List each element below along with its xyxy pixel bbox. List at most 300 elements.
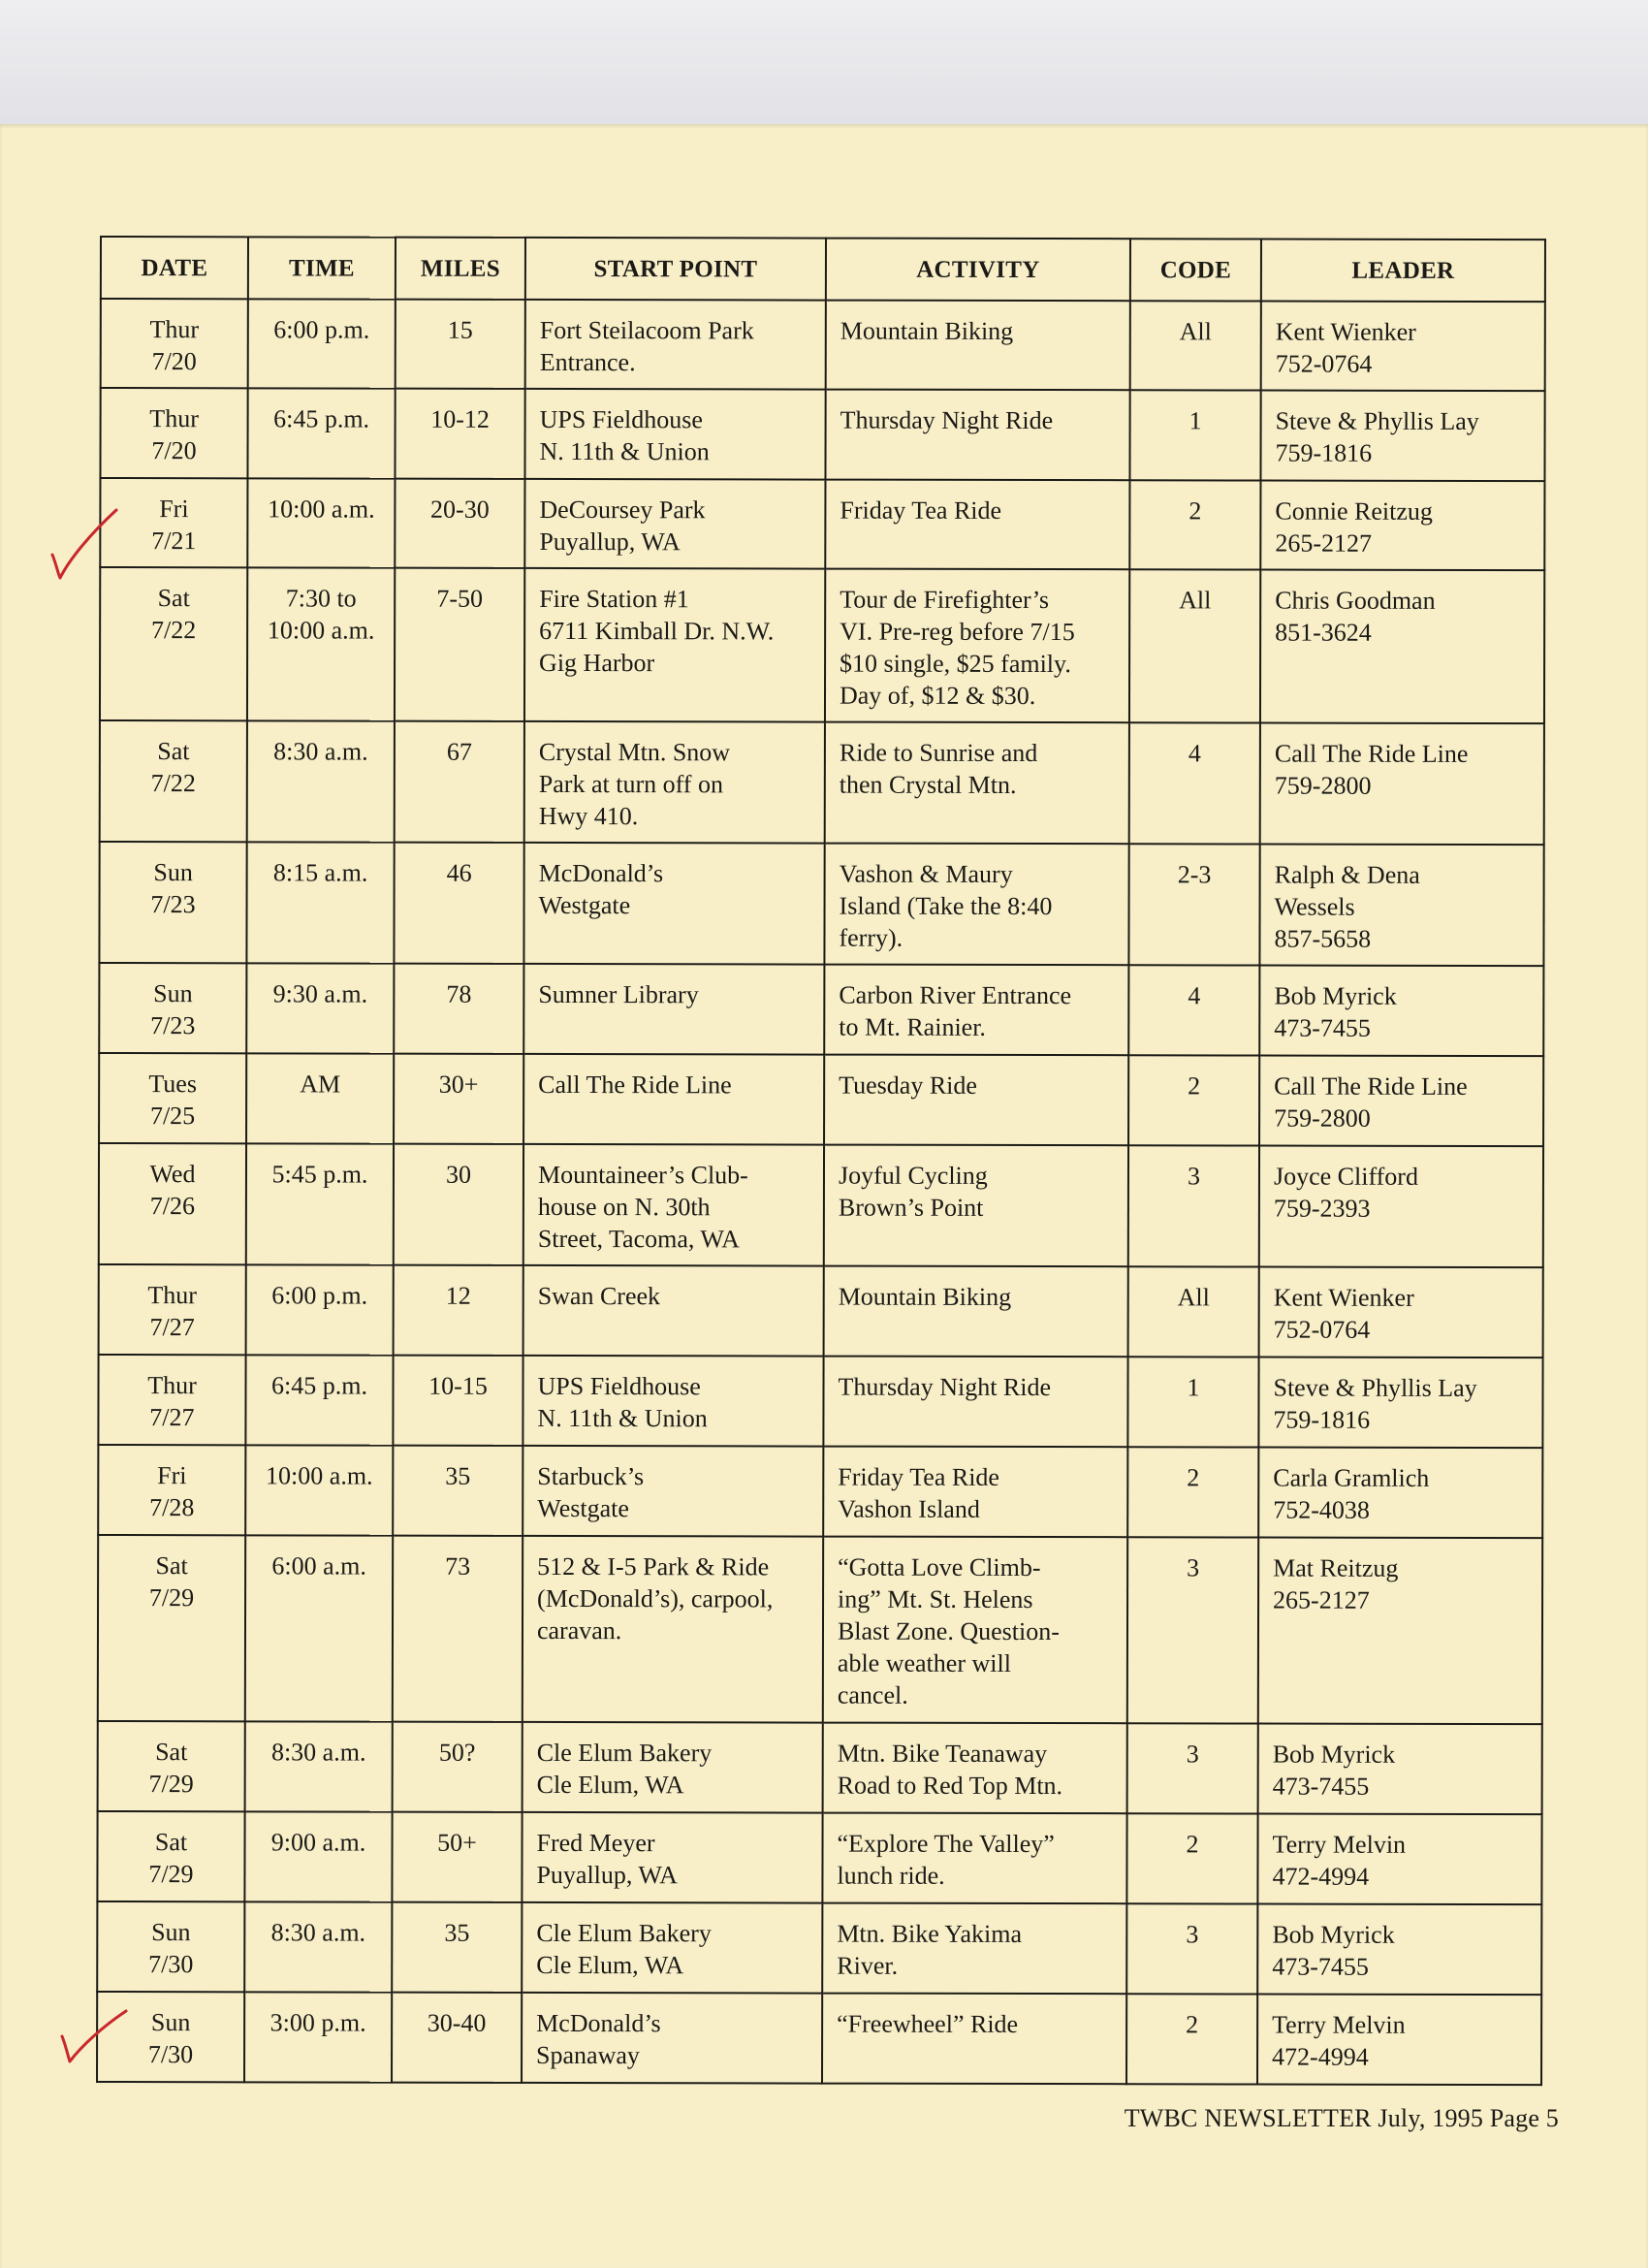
cell-date: [98, 1535, 245, 1721]
cell-leader-line: Bob Myrick: [1272, 1920, 1395, 1949]
cell-code: 3: [1127, 1723, 1258, 1813]
cell-date: [99, 1143, 246, 1264]
cell-activity: [823, 1357, 1127, 1448]
cell-miles: 50?: [393, 1722, 523, 1812]
table-row: [100, 388, 1544, 481]
cell-start-point-line: Cle Elum Bakery: [536, 1738, 713, 1768]
cell-start-point-line: DeCoursey Park: [539, 495, 706, 525]
cell-leader-line: Bob Myrick: [1272, 1740, 1396, 1769]
cell-time-line: 9:00 a.m.: [270, 1828, 366, 1857]
cell-date-line: 7/30: [147, 2040, 194, 2069]
cell-activity-line: to Mt. Rainier.: [839, 1012, 986, 1041]
cell-date: [100, 478, 247, 567]
cell-time: [245, 1535, 393, 1721]
cell-code: 3: [1128, 1145, 1259, 1266]
table-row: [97, 1811, 1541, 1904]
cell-leader-line: Mat Reitzug: [1273, 1553, 1399, 1582]
table-row: [101, 299, 1545, 391]
cell-date-line: 7/29: [148, 1860, 194, 1889]
cell-activity-line: River.: [837, 1951, 899, 1980]
cell-leader: [1258, 1448, 1542, 1539]
cell-start-point: [524, 568, 825, 722]
cell-code: 3: [1126, 1903, 1257, 1994]
cell-start-point-line: Puyallup, WA: [536, 1860, 678, 1890]
cell-time: [244, 1992, 392, 2082]
cell-time: [245, 1445, 393, 1535]
cell-start-point: [524, 389, 825, 480]
cell-start-point-line: Swan Creek: [537, 1281, 661, 1311]
cell-activity: [824, 1266, 1128, 1358]
cell-leader-line: 473-7455: [1272, 1772, 1370, 1801]
cell-date-line: Sat: [155, 1551, 188, 1581]
cell-activity: [824, 1055, 1128, 1146]
table-row: [100, 478, 1544, 570]
cell-time: [246, 1264, 394, 1355]
cell-date-line: 7/27: [149, 1313, 195, 1342]
cell-activity: [823, 1537, 1127, 1724]
cell-activity-line: Tour de Firefighter’s: [840, 585, 1050, 615]
cell-date: [99, 1264, 246, 1355]
table-row: [98, 1535, 1542, 1724]
cell-code: 2: [1127, 1447, 1258, 1537]
cell-activity: [822, 1813, 1126, 1904]
cell-time-line: 8:30 a.m.: [270, 1738, 366, 1767]
cell-time: [246, 842, 394, 963]
cell-activity-line: $10 single, $25 family.: [840, 649, 1071, 679]
cell-date-line: Thur: [147, 1281, 198, 1310]
table-row: [99, 1053, 1543, 1146]
table-row: [99, 1143, 1543, 1267]
cell-start-point-line: Puyallup, WA: [539, 527, 681, 557]
cell-start-point: [524, 479, 825, 569]
cell-start-point-line: 6711 Kimball Dr. N.W.: [539, 616, 775, 646]
cell-activity-line: ferry).: [839, 923, 903, 952]
cell-leader: [1259, 845, 1543, 967]
cell-date: [99, 963, 246, 1053]
cell-start-point-line: (McDonald’s), carpool,: [537, 1583, 774, 1613]
cell-start-point-line: McDonald’s: [536, 2008, 661, 2038]
cell-date-line: Sun: [151, 1918, 191, 1947]
cell-activity-line: Day of, $12 & $30.: [839, 681, 1036, 711]
cell-leader-line: 472-4994: [1272, 2042, 1369, 2071]
cell-start-point: [524, 721, 825, 844]
cell-start-point: [523, 1054, 824, 1145]
cell-activity-line: Mountain Biking: [840, 316, 1014, 345]
cell-miles: 50+: [392, 1812, 522, 1902]
cell-activity: [824, 844, 1128, 966]
header-miles: MILES: [396, 238, 525, 300]
cell-start-point-line: McDonald’s: [538, 858, 664, 888]
cell-date-line: Thur: [149, 404, 199, 433]
cell-date-line: 7/22: [150, 769, 196, 798]
page-footer: TWBC NEWSLETTER July, 1995 Page 5: [1124, 2104, 1559, 2132]
cell-leader-line: 473-7455: [1272, 1952, 1369, 1981]
cell-date-line: Sat: [155, 1738, 188, 1767]
table-row: [98, 1721, 1542, 1814]
cell-miles: 73: [393, 1536, 523, 1722]
cell-leader: [1259, 1146, 1543, 1268]
cell-start-point: [523, 1356, 823, 1447]
cell-time: [248, 299, 396, 388]
cell-start-point-line: Fort Steilacoom Park: [539, 315, 754, 345]
cell-leader: [1258, 1358, 1542, 1449]
cell-leader-line: 472-4994: [1272, 1862, 1370, 1891]
cell-activity-line: VI. Pre-reg before 7/15: [840, 617, 1075, 647]
cell-leader-line: Connie Reitzug: [1275, 496, 1433, 526]
cell-time-line: 10:00 a.m.: [266, 1461, 373, 1490]
cell-leader-line: 759-2800: [1274, 771, 1372, 800]
cell-leader-line: Terry Melvin: [1272, 1830, 1407, 1859]
cell-date: [97, 1901, 244, 1992]
cell-time-line: 8:30 a.m.: [270, 1918, 366, 1947]
cell-leader: [1258, 1724, 1542, 1815]
cell-leader-line: Steve & Phyllis Lay: [1275, 406, 1479, 435]
cell-code: 3: [1127, 1537, 1258, 1723]
cell-time: [246, 1143, 394, 1264]
cell-start-point: [523, 1446, 823, 1537]
cell-time-line: 6:45 p.m.: [271, 1371, 368, 1400]
cell-activity: [825, 390, 1129, 481]
scanner-background: [0, 0, 1648, 124]
cell-leader: [1257, 1904, 1541, 1996]
cell-leader: [1259, 1267, 1543, 1358]
cell-leader-line: Call The Ride Line: [1274, 1071, 1468, 1101]
cell-time-line: 7:30 to: [285, 584, 357, 613]
cell-activity-line: Friday Tea Ride: [838, 1462, 1000, 1491]
cell-time-line: AM: [300, 1070, 341, 1099]
table-header-row: [101, 237, 1545, 302]
cell-start-point: [522, 1902, 822, 1994]
cell-time: [245, 1721, 393, 1811]
cell-leader-line: Ralph & Dena: [1274, 860, 1420, 889]
cell-time: [246, 963, 394, 1053]
cell-date-line: 7/20: [151, 436, 197, 465]
cell-activity: [825, 480, 1129, 570]
table-body: [97, 299, 1545, 2085]
cell-code: 1: [1129, 390, 1260, 480]
cell-start-point: [522, 1993, 822, 2084]
cell-code: All: [1129, 569, 1260, 722]
cell-activity: [822, 1903, 1126, 1995]
cell-activity-line: ing” Mt. St. Helens: [838, 1584, 1033, 1614]
header-code: CODE: [1130, 239, 1261, 301]
cell-start-point-line: caravan.: [536, 1615, 622, 1645]
cell-start-point-line: Fire Station #1: [539, 584, 689, 614]
cell-date-line: Sun: [153, 979, 193, 1008]
cell-leader: [1259, 966, 1543, 1057]
cell-leader-line: Carla Gramlich: [1273, 1463, 1430, 1492]
cell-leader: [1260, 481, 1544, 571]
red-checkmark-icon: [56, 2005, 130, 2065]
cell-time: [247, 478, 395, 567]
cell-activity: [824, 1145, 1128, 1267]
cell-leader: [1257, 1814, 1541, 1905]
cell-activity: [825, 569, 1129, 723]
cell-start-point: [525, 300, 826, 390]
cell-date-line: 7/26: [149, 1192, 196, 1221]
cell-date: [98, 1721, 245, 1811]
cell-activity-line: Friday Tea Ride: [840, 495, 1002, 525]
cell-time-line: 6:00 p.m.: [271, 1281, 368, 1310]
cell-leader-line: 265-2127: [1275, 528, 1373, 558]
cell-activity-line: Island (Take the 8:40: [839, 891, 1053, 921]
cell-date: [98, 1355, 245, 1445]
cell-leader-line: Bob Myrick: [1274, 981, 1397, 1010]
cell-start-point-line: Spanaway: [536, 2040, 640, 2070]
cell-start-point-line: Hwy 410.: [538, 801, 639, 831]
cell-activity: [823, 1447, 1127, 1538]
cell-start-point-line: house on N. 30th: [537, 1192, 711, 1222]
cell-date: [100, 567, 247, 720]
table-row: [97, 1901, 1541, 1995]
cell-date-line: 7/28: [149, 1493, 195, 1522]
cell-miles: 10-12: [395, 389, 524, 479]
cell-time: [247, 720, 395, 842]
cell-time-line: 6:45 p.m.: [273, 404, 370, 433]
cell-activity-line: Ride to Sunrise and: [839, 738, 1038, 768]
cell-start-point-line: UPS Fieldhouse: [537, 1371, 701, 1401]
cell-leader: [1260, 570, 1544, 724]
cell-leader-line: Kent Wienker: [1273, 1283, 1414, 1312]
cell-activity: [823, 1723, 1127, 1814]
cell-date-line: 7/30: [148, 1950, 194, 1979]
cell-time-line: 5:45 p.m.: [271, 1160, 368, 1189]
cell-activity-line: Thursday Night Ride: [840, 405, 1054, 435]
cell-start-point-line: Westgate: [537, 1493, 629, 1523]
cell-time-line: 6:00 p.m.: [273, 315, 370, 344]
cell-leader: [1259, 1056, 1543, 1147]
cell-start-point-line: UPS Fieldhouse: [539, 404, 703, 434]
table-row: [99, 963, 1543, 1056]
cell-activity-line: then Crystal Mtn.: [839, 770, 1017, 799]
cell-date-line: 7/27: [149, 1403, 195, 1432]
cell-date-line: 7/23: [150, 890, 196, 919]
cell-miles: 7-50: [395, 568, 524, 721]
cell-time: [245, 1355, 393, 1445]
cell-leader-line: 857-5658: [1274, 924, 1372, 953]
cell-start-point-line: N. 11th & Union: [539, 436, 710, 466]
red-checkmark-icon: [47, 504, 120, 582]
cell-leader: [1260, 723, 1544, 846]
cell-time-line: 9:30 a.m.: [272, 979, 368, 1008]
cell-leader-line: 759-2393: [1273, 1194, 1371, 1223]
ride-schedule-table: [96, 236, 1546, 2086]
cell-start-point: [523, 964, 824, 1055]
cell-time-line: 3:00 p.m.: [269, 2008, 366, 2037]
table-row: [99, 1264, 1543, 1358]
cell-time: [244, 1901, 392, 1992]
cell-leader-line: 759-2800: [1274, 1103, 1371, 1133]
cell-miles: 78: [394, 964, 523, 1054]
cell-miles: 35: [393, 1446, 523, 1536]
cell-miles: 35: [392, 1902, 522, 1993]
cell-start-point-line: Starbuck’s: [537, 1461, 645, 1491]
cell-date-line: Wed: [149, 1160, 196, 1189]
cell-miles: 10-15: [393, 1356, 523, 1446]
cell-activity: [825, 722, 1129, 845]
cell-date-line: Sat: [157, 584, 190, 613]
cell-activity-line: Mtn. Bike Yakima: [837, 1919, 1023, 1948]
cell-date: [97, 1811, 244, 1901]
cell-time-line: 8:15 a.m.: [272, 858, 368, 887]
cell-start-point-line: Park at turn off on: [538, 769, 724, 799]
cell-leader: [1261, 302, 1545, 392]
table-row: [99, 842, 1543, 966]
cell-miles: 15: [396, 300, 525, 389]
cell-activity-line: Carbon River Entrance: [839, 980, 1072, 1010]
cell-leader-line: 752-4038: [1273, 1495, 1370, 1524]
cell-date-line: Thur: [147, 1371, 197, 1400]
cell-code: 2: [1129, 480, 1260, 569]
cell-time: [247, 388, 395, 478]
cell-start-point-line: Sumner Library: [538, 979, 699, 1009]
cell-activity-line: Tuesday Ride: [839, 1070, 977, 1100]
cell-leader-line: Wessels: [1274, 892, 1355, 921]
cell-activity-line: Mountain Biking: [838, 1282, 1012, 1311]
cell-start-point: [523, 1536, 823, 1723]
cell-start-point-line: 512 & I-5 Park & Ride: [537, 1551, 770, 1581]
cell-activity-line: Road to Red Top Mtn.: [837, 1771, 1063, 1801]
cell-date-line: Sun: [150, 2008, 191, 2037]
cell-time-line: 10:00 a.m.: [268, 495, 375, 524]
cell-leader: [1258, 1538, 1542, 1725]
cell-date-line: 7/23: [150, 1011, 196, 1040]
cell-time: [246, 1053, 394, 1143]
cell-date: [101, 299, 248, 388]
cell-date-line: Tues: [148, 1070, 198, 1099]
header-start-point: START POINT: [525, 238, 826, 301]
cell-code: All: [1128, 1266, 1259, 1357]
cell-leader-line: 752-0764: [1275, 349, 1373, 378]
cell-start-point-line: Cle Elum, WA: [536, 1770, 684, 1800]
table-row: [97, 1992, 1541, 2085]
table-row: [98, 1445, 1542, 1538]
cell-date: [100, 388, 247, 478]
cell-time-line: 6:00 a.m.: [271, 1551, 366, 1581]
cell-leader-line: 473-7455: [1274, 1013, 1371, 1042]
cell-miles: 30+: [394, 1054, 523, 1144]
header-activity: ACTIVITY: [826, 239, 1130, 302]
cell-activity-line: Vashon Island: [838, 1494, 980, 1523]
cell-code: All: [1130, 301, 1261, 390]
cell-leader-line: 759-1816: [1275, 438, 1373, 467]
cell-leader: [1260, 391, 1544, 482]
cell-start-point-line: Mountaineer’s Club-: [537, 1160, 748, 1190]
cell-leader-line: Steve & Phyllis Lay: [1273, 1373, 1477, 1402]
cell-date-line: 7/25: [149, 1102, 196, 1131]
cell-date-line: 7/29: [148, 1770, 194, 1799]
cell-start-point: [523, 843, 824, 965]
cell-leader-line: 752-0764: [1273, 1315, 1371, 1344]
cell-date-line: Fri: [157, 1461, 187, 1490]
cell-date: [99, 1053, 246, 1143]
cell-code: 4: [1129, 722, 1260, 844]
cell-time: [244, 1811, 392, 1901]
cell-miles: 12: [394, 1265, 523, 1356]
cell-activity: [822, 1994, 1126, 2085]
cell-leader-line: Chris Goodman: [1275, 586, 1436, 615]
cell-code: 2-3: [1128, 844, 1259, 965]
table-row: [100, 720, 1544, 845]
cell-date-line: 7/29: [148, 1583, 195, 1613]
cell-activity-line: “Freewheel” Ride: [837, 2009, 1019, 2038]
cell-start-point-line: Cle Elum, WA: [536, 1950, 684, 1980]
cell-time-line: 10:00 a.m.: [267, 616, 375, 645]
header-leader: LEADER: [1261, 240, 1545, 303]
cell-date-line: 7/22: [150, 616, 197, 645]
cell-code: 2: [1126, 1994, 1257, 2084]
cell-miles: 30-40: [392, 1993, 522, 2083]
cell-leader: [1257, 1995, 1541, 2086]
cell-activity-line: lunch ride.: [837, 1861, 945, 1890]
cell-leader-line: 265-2127: [1273, 1585, 1370, 1614]
table-row: [100, 567, 1544, 723]
cell-start-point: [523, 1265, 824, 1357]
cell-start-point-line: Call The Ride Line: [538, 1070, 732, 1100]
cell-activity: [824, 965, 1128, 1056]
cell-activity-line: Brown’s Point: [838, 1193, 984, 1222]
cell-start-point-line: Cle Elum Bakery: [536, 1918, 712, 1948]
table-row: [98, 1355, 1542, 1448]
cell-activity-line: able weather will: [837, 1648, 1011, 1677]
cell-start-point-line: N. 11th & Union: [537, 1403, 708, 1433]
cell-date-line: 7/20: [151, 347, 197, 376]
cell-code: 4: [1128, 965, 1259, 1055]
cell-start-point-line: Entrance.: [539, 347, 636, 377]
cell-date: [100, 720, 247, 842]
cell-code: 2: [1126, 1813, 1257, 1903]
cell-start-point-line: Street, Tacoma, WA: [537, 1224, 740, 1254]
cell-activity-line: cancel.: [837, 1680, 908, 1709]
header-time: TIME: [248, 237, 396, 299]
cell-activity-line: Blast Zone. Question-: [837, 1616, 1060, 1646]
cell-start-point-line: Westgate: [538, 890, 631, 920]
cell-leader-line: 759-1816: [1273, 1405, 1371, 1434]
cell-date-line: Fri: [159, 495, 189, 524]
cell-miles: 20-30: [395, 479, 524, 568]
cell-activity: [826, 301, 1130, 391]
cell-activity-line: “Explore The Valley”: [837, 1829, 1055, 1859]
cell-activity-line: Vashon & Maury: [839, 859, 1013, 888]
cell-miles: 30: [394, 1144, 523, 1265]
cell-leader-line: Call The Ride Line: [1274, 739, 1469, 768]
cell-date-line: 7/21: [151, 527, 197, 556]
cell-start-point-line: Crystal Mtn. Snow: [538, 737, 731, 767]
cell-date-line: Sun: [153, 858, 193, 887]
cell-date: [99, 842, 246, 963]
cell-miles: 46: [394, 843, 523, 964]
cell-code: 1: [1127, 1357, 1258, 1447]
cell-date-line: Sat: [154, 1828, 188, 1857]
cell-start-point: [523, 1144, 824, 1266]
cell-leader-line: Kent Wienker: [1275, 317, 1416, 346]
cell-time: [247, 567, 395, 720]
cell-date-line: Sat: [157, 737, 190, 766]
cell-leader-line: Terry Melvin: [1272, 2010, 1406, 2039]
cell-leader-line: 851-3624: [1275, 618, 1372, 647]
cell-start-point-line: Fred Meyer: [536, 1828, 655, 1858]
cell-activity-line: Joyful Cycling: [838, 1161, 988, 1190]
cell-date-line: Thur: [149, 315, 200, 344]
cell-activity-line: Mtn. Bike Teanaway: [837, 1739, 1048, 1769]
cell-start-point: [522, 1812, 822, 1903]
header-date: DATE: [101, 237, 248, 299]
cell-start-point-line: Gig Harbor: [539, 648, 655, 678]
cell-start-point: [523, 1722, 823, 1813]
cell-code: 2: [1128, 1055, 1259, 1145]
cell-time-line: 8:30 a.m.: [273, 737, 368, 766]
cell-leader-line: Joyce Clifford: [1273, 1162, 1419, 1191]
